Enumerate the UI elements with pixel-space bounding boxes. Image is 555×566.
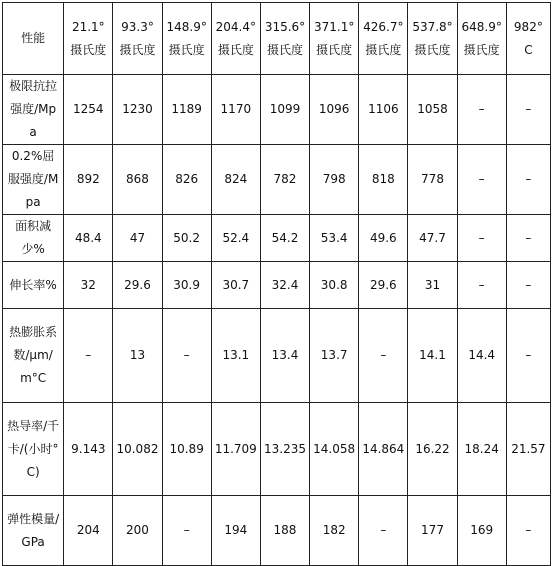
table-row <box>3 262 551 309</box>
value-cell: 54.2 <box>260 215 309 262</box>
value-cell: 53.4 <box>310 215 359 262</box>
value-cell: 194 <box>211 496 260 566</box>
header-temp-cell: 148.9°摄氏度 <box>162 3 211 75</box>
table-row <box>3 403 551 496</box>
value-cell: – <box>506 309 550 403</box>
value-cell: – <box>506 145 550 215</box>
value-cell: 1230 <box>113 75 162 145</box>
value-cell: 204 <box>64 496 113 566</box>
table-row <box>3 145 551 215</box>
value-cell: 47.7 <box>408 215 457 262</box>
value-cell: 29.6 <box>113 262 162 309</box>
value-cell: – <box>162 496 211 566</box>
table-row <box>3 496 551 566</box>
value-cell: – <box>506 262 550 309</box>
value-cell: 47 <box>113 215 162 262</box>
value-cell: 14.058 <box>310 403 359 496</box>
header-temp-cell: 204.4°摄氏度 <box>211 3 260 75</box>
value-cell: 868 <box>113 145 162 215</box>
header-row <box>3 3 551 75</box>
value-cell: 778 <box>408 145 457 215</box>
value-cell: 50.2 <box>162 215 211 262</box>
header-temp-cell: 426.7°摄氏度 <box>359 3 408 75</box>
value-cell: 10.082 <box>113 403 162 496</box>
row-label-cell: 面积减少% <box>3 215 64 262</box>
header-temp-cell: 315.6°摄氏度 <box>260 3 309 75</box>
value-cell: 32.4 <box>260 262 309 309</box>
value-cell: 18.24 <box>457 403 506 496</box>
value-cell: 30.7 <box>211 262 260 309</box>
value-cell: 177 <box>408 496 457 566</box>
value-cell: – <box>359 496 408 566</box>
value-cell: 9.143 <box>64 403 113 496</box>
value-cell: 30.8 <box>310 262 359 309</box>
value-cell: 13.1 <box>211 309 260 403</box>
row-label-cell: 伸长率% <box>3 262 64 309</box>
row-label-cell: 极限抗拉强度/Mpa <box>3 75 64 145</box>
value-cell: 31 <box>408 262 457 309</box>
header-temp-cell: 93.3°摄氏度 <box>113 3 162 75</box>
value-cell: – <box>506 215 550 262</box>
value-cell: 21.57 <box>506 403 550 496</box>
value-cell: – <box>457 262 506 309</box>
value-cell: – <box>457 75 506 145</box>
value-cell: 13 <box>113 309 162 403</box>
value-cell: 11.709 <box>211 403 260 496</box>
row-label-cell: 热导率/千卡/(小时°C) <box>3 403 64 496</box>
value-cell: 1189 <box>162 75 211 145</box>
value-cell: 52.4 <box>211 215 260 262</box>
value-cell: – <box>506 75 550 145</box>
value-cell: 13.235 <box>260 403 309 496</box>
value-cell: 13.4 <box>260 309 309 403</box>
header-temp-cell: 371.1°摄氏度 <box>310 3 359 75</box>
header-temp-cell: 21.1°摄氏度 <box>64 3 113 75</box>
value-cell: 1106 <box>359 75 408 145</box>
value-cell: – <box>359 309 408 403</box>
value-cell: – <box>457 145 506 215</box>
row-label-cell: 弹性模量/GPa <box>3 496 64 566</box>
table-row <box>3 75 551 145</box>
value-cell: 182 <box>310 496 359 566</box>
header-property-cell: 性能 <box>3 3 64 75</box>
value-cell: 169 <box>457 496 506 566</box>
value-cell: 1058 <box>408 75 457 145</box>
header-temp-cell: 982°C <box>506 3 550 75</box>
value-cell: 782 <box>260 145 309 215</box>
value-cell: 29.6 <box>359 262 408 309</box>
row-label-cell: 热膨胀系数/μm/m°C <box>3 309 64 403</box>
value-cell: 14.1 <box>408 309 457 403</box>
value-cell: 14.4 <box>457 309 506 403</box>
table-row <box>3 215 551 262</box>
value-cell: 798 <box>310 145 359 215</box>
value-cell: 892 <box>64 145 113 215</box>
value-cell: – <box>457 215 506 262</box>
value-cell: 1099 <box>260 75 309 145</box>
value-cell: 30.9 <box>162 262 211 309</box>
header-temp-cell: 648.9°摄氏度 <box>457 3 506 75</box>
value-cell: 32 <box>64 262 113 309</box>
value-cell: 10.89 <box>162 403 211 496</box>
header-temp-cell: 537.8°摄氏度 <box>408 3 457 75</box>
value-cell: – <box>506 496 550 566</box>
value-cell: 14.864 <box>359 403 408 496</box>
value-cell: 826 <box>162 145 211 215</box>
value-cell: – <box>64 309 113 403</box>
value-cell: 200 <box>113 496 162 566</box>
value-cell: 1170 <box>211 75 260 145</box>
value-cell: – <box>162 309 211 403</box>
value-cell: 49.6 <box>359 215 408 262</box>
value-cell: 824 <box>211 145 260 215</box>
value-cell: 818 <box>359 145 408 215</box>
value-cell: 16.22 <box>408 403 457 496</box>
row-label-cell: 0.2%屈服强度/Mpa <box>3 145 64 215</box>
properties-table <box>2 2 551 566</box>
value-cell: 1254 <box>64 75 113 145</box>
value-cell: 13.7 <box>310 309 359 403</box>
value-cell: 188 <box>260 496 309 566</box>
value-cell: 48.4 <box>64 215 113 262</box>
value-cell: 1096 <box>310 75 359 145</box>
table-row <box>3 309 551 403</box>
